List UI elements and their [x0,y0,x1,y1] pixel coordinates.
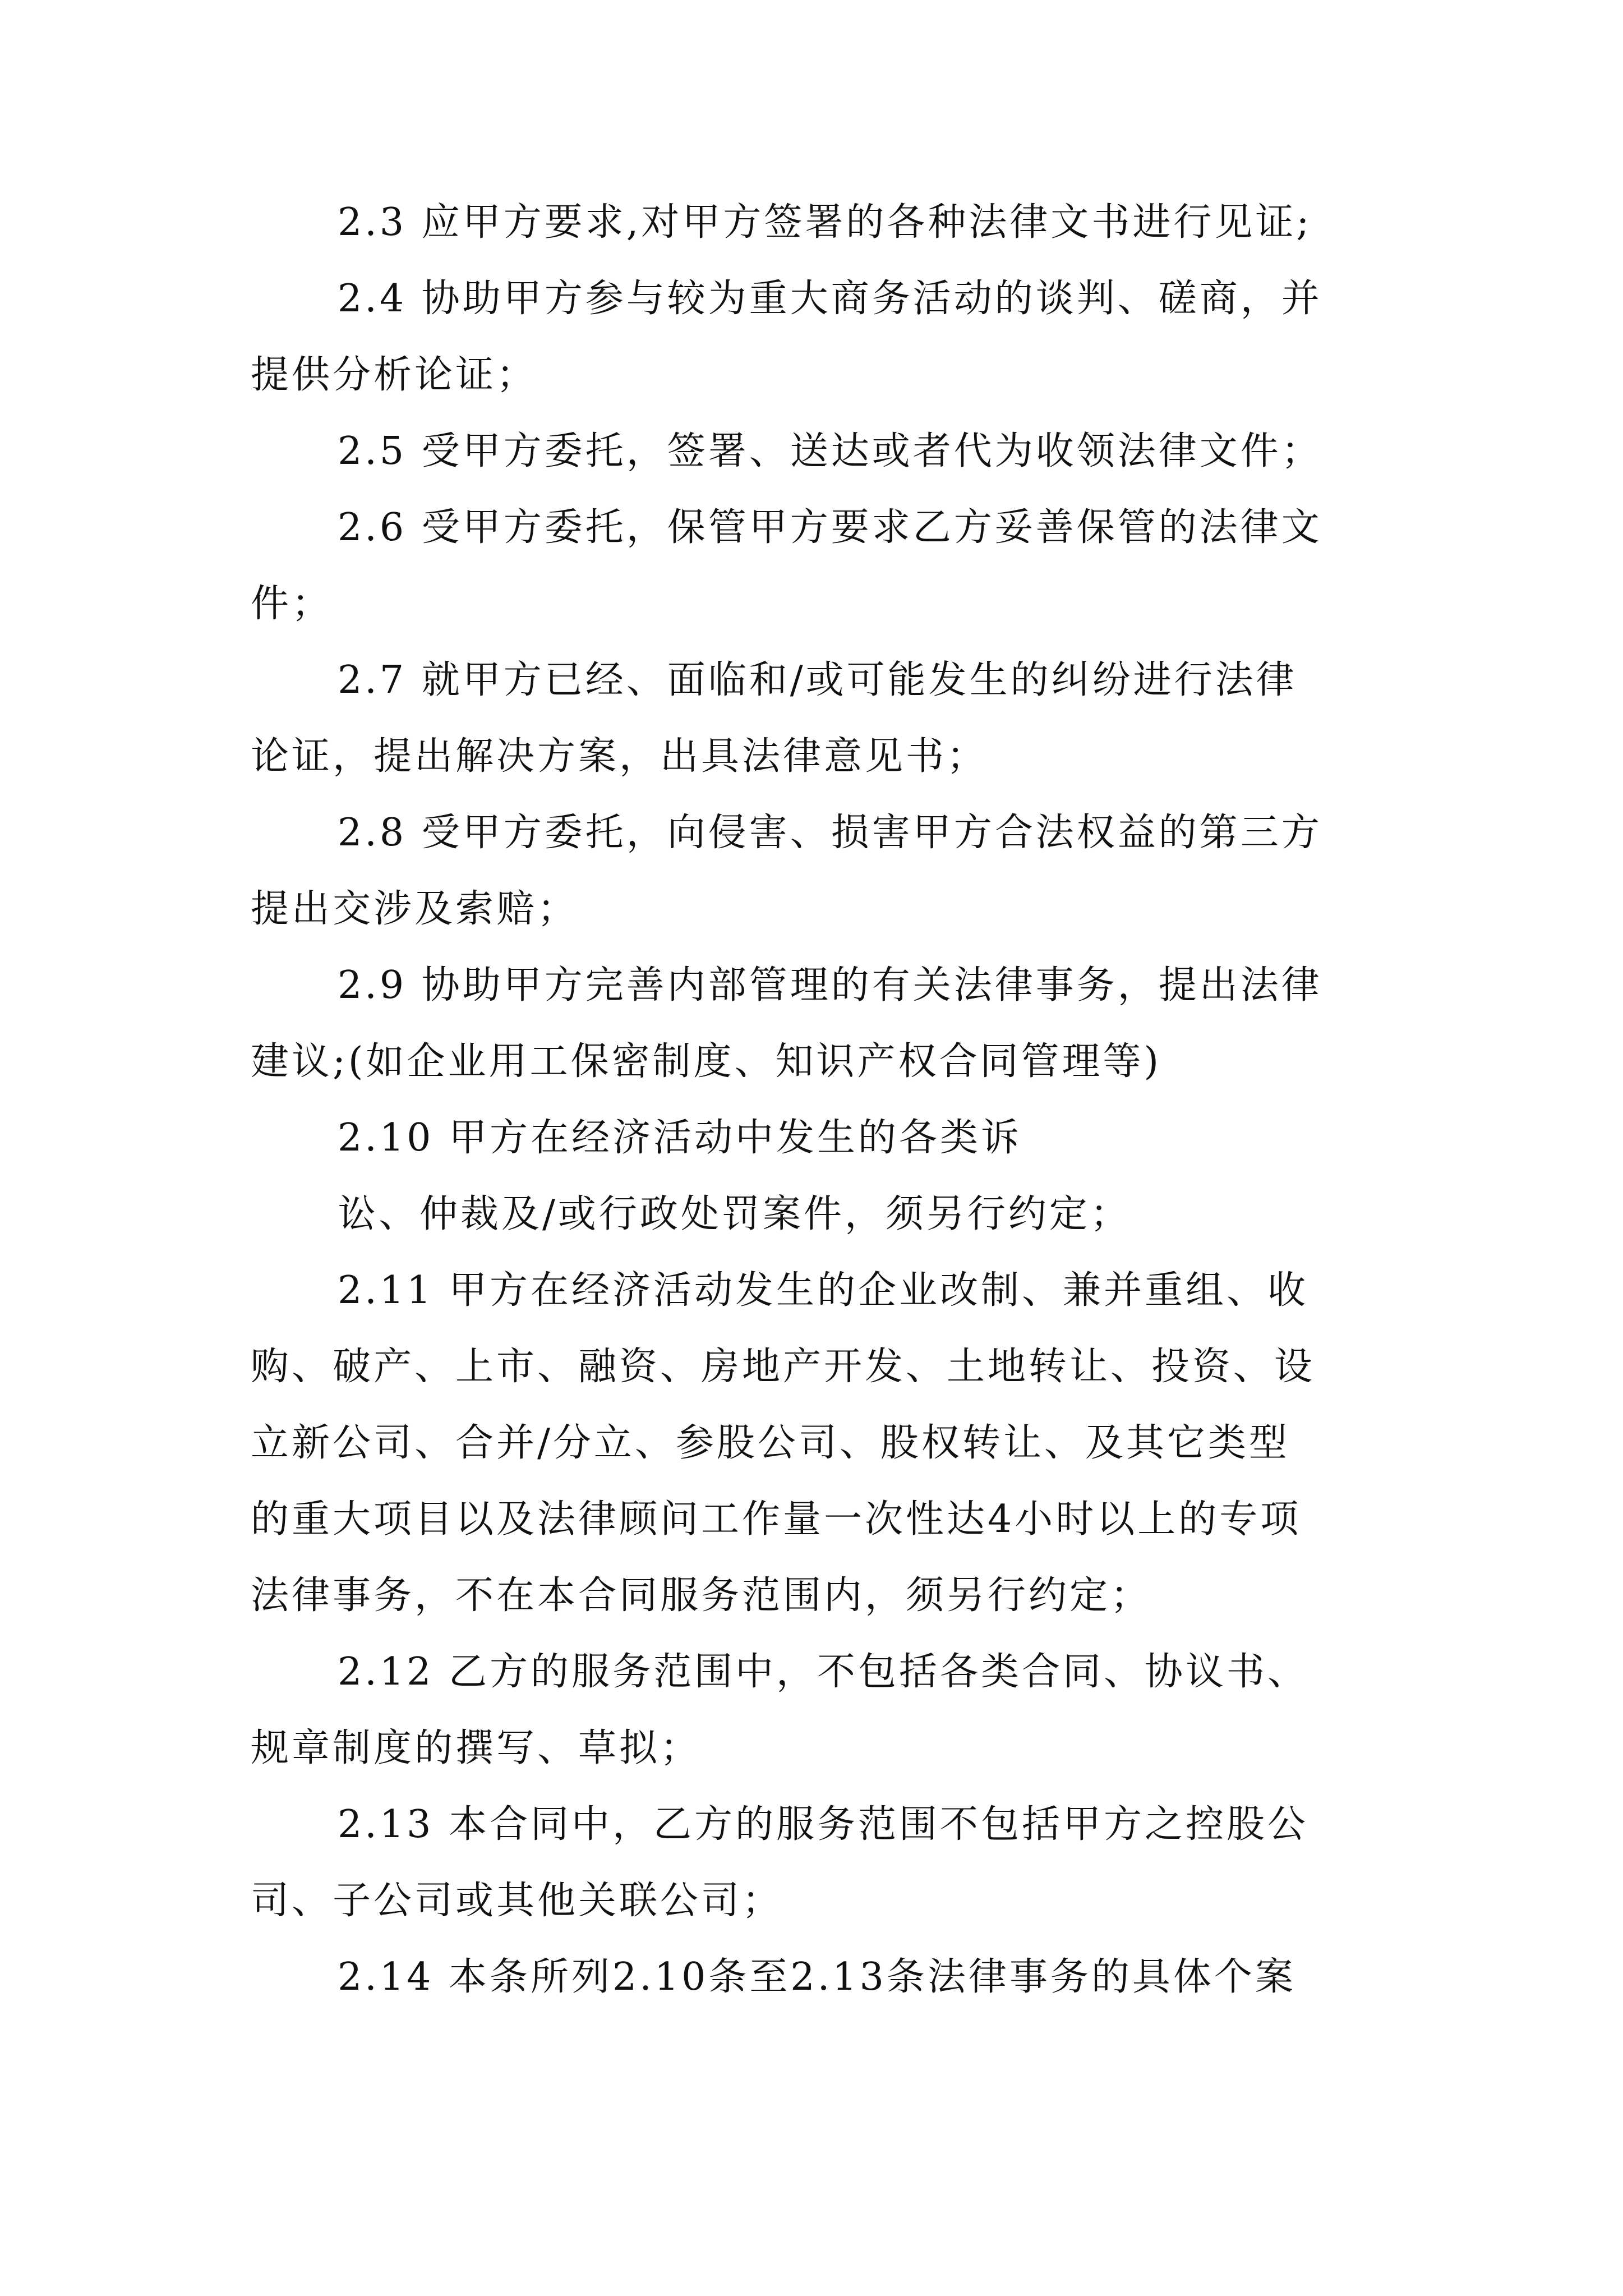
clause-2-12-line-1: 2.12 乙方的服务范围中，不包括各类合同、协议书、 [338,1650,1309,1694]
clause-2-10-line-1: 2.10 甲方在经济活动中发生的各类诉 [338,1116,1022,1160]
clause-2-11-line-3: 立新公司、合并/分立、参股公司、股权转让、及其它类型 [251,1421,1290,1465]
clause-2-7-line-1: 2.7 就甲方已经、面临和/或可能发生的纠纷进行法律 [338,658,1297,702]
clause-2-14-line-1: 2.14 本条所列2.10条至2.13条法律事务的具体个案 [338,1955,1296,1999]
clause-2-10-line-2: 讼、仲裁及/或行政处罚案件，须另行约定； [338,1192,1131,1236]
clause-2-11-line-4: 的重大项目以及法律顾问工作量一次性达4小时以上的专项 [251,1497,1302,1542]
clause-2-7-line-2: 论证，提出解决方案，出具法律意见书； [251,734,988,779]
clause-2-8-line-2: 提出交涉及索赔； [251,887,579,931]
clause-2-5-line: 2.5 受甲方委托，签署、送达或者代为收领法律文件； [338,429,1322,473]
clause-2-4-line-2: 提供分析论证； [251,353,538,397]
clause-2-6-line-1: 2.6 受甲方委托，保管甲方要求乙方妥善保管的法律文 [338,505,1322,550]
clause-2-11-line-2: 购、破产、上市、融资、房地产开发、土地转让、投资、设 [251,1345,1316,1389]
clause-2-12-line-2: 规章制度的撰写、草拟； [251,1726,702,1770]
clause-2-11-line-5: 法律事务，不在本合同服务范围内，须另行约定； [251,1573,1152,1618]
clause-2-4-line-1: 2.4 协助甲方参与较为重大商务活动的谈判、磋商，并 [338,277,1322,321]
clause-2-13-line-2: 司、子公司或其他关联公司； [251,1879,783,1923]
document-body [251,200,1380,2035]
clause-2-6-line-2: 件； [251,582,333,626]
clause-2-3-line: 2.3 应甲方要求,对甲方签署的各种法律文书进行见证; [338,200,1312,245]
clause-2-9-line-2: 建议;(如企业用工保密制度、知识产权合同管理等) [251,1039,1161,1084]
clause-2-9-line-1: 2.9 协助甲方完善内部管理的有关法律事务，提出法律 [338,963,1322,1007]
clause-2-11-line-1: 2.11 甲方在经济活动发生的企业改制、兼并重组、收 [338,1268,1309,1313]
clause-2-13-line-1: 2.13 本合同中，乙方的服务范围不包括甲方之控股公 [338,1802,1309,1847]
clause-2-8-line-1: 2.8 受甲方委托，向侵害、损害甲方合法权益的第三方 [338,811,1322,855]
